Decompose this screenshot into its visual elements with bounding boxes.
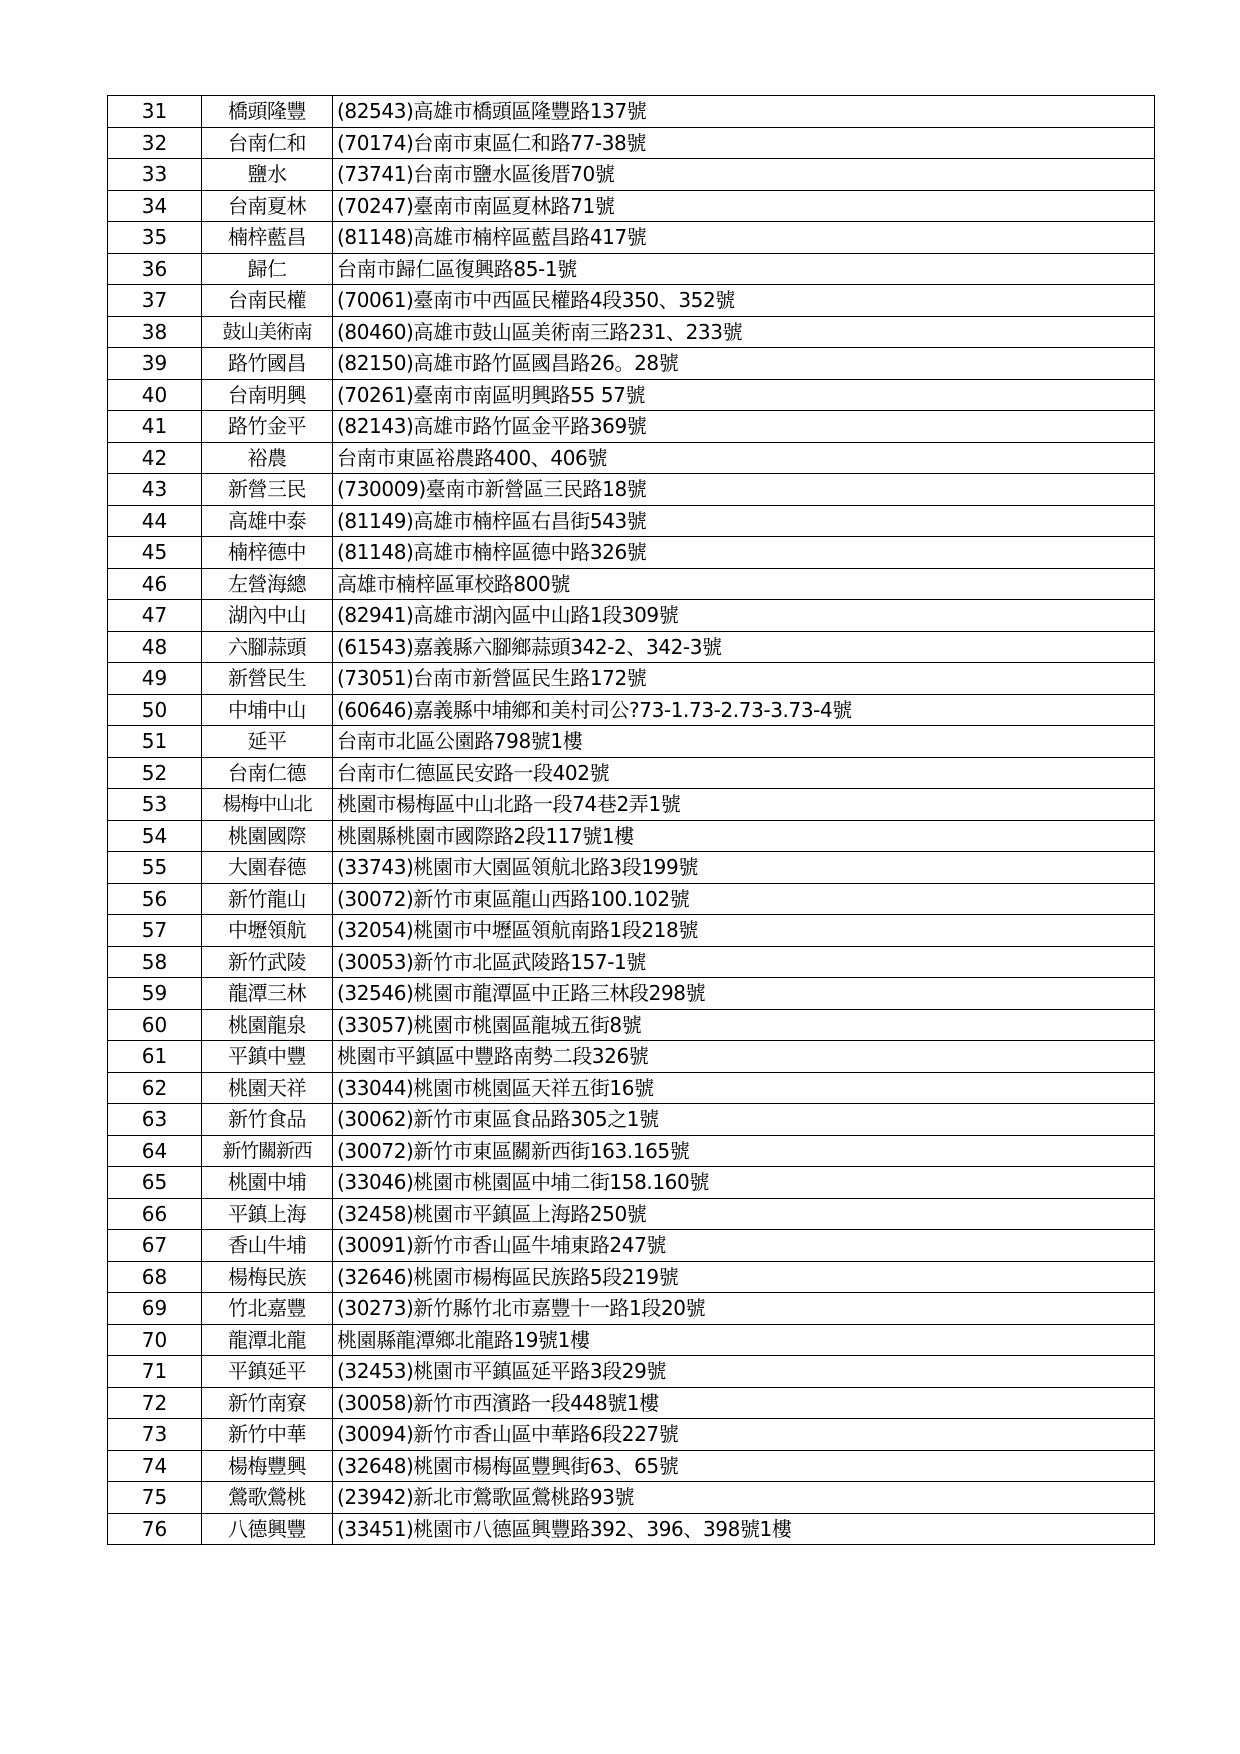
store-name-cell: 新竹食品 xyxy=(202,1104,333,1136)
store-address-cell: (33743)桃園市大園區領航北路3段199號 xyxy=(333,852,1155,884)
table-row xyxy=(108,379,1155,411)
store-address-cell: (60646)嘉義縣中埔鄉和美村司公?73-1.73-2.73-3.73-4號 xyxy=(333,694,1155,726)
row-number-cell: 67 xyxy=(108,1230,202,1262)
store-name-cell: 楠梓德中 xyxy=(202,537,333,569)
store-address-cell: (32054)桃園市中壢區領航南路1段218號 xyxy=(333,915,1155,947)
table-row xyxy=(108,1072,1155,1104)
row-number-cell: 31 xyxy=(108,96,202,128)
store-name-cell: 中壢領航 xyxy=(202,915,333,947)
table-row xyxy=(108,978,1155,1010)
store-name-cell: 路竹金平 xyxy=(202,411,333,443)
store-name-cell: 左營海總 xyxy=(202,568,333,600)
row-number-cell: 41 xyxy=(108,411,202,443)
store-name-cell: 新竹南寮 xyxy=(202,1387,333,1419)
table-row xyxy=(108,789,1155,821)
row-number-cell: 48 xyxy=(108,631,202,663)
table-row xyxy=(108,1324,1155,1356)
store-name-cell: 楊梅民族 xyxy=(202,1261,333,1293)
store-name-cell: 鼓山美術南 xyxy=(202,316,333,348)
row-number-cell: 68 xyxy=(108,1261,202,1293)
store-name-cell: 平鎮上海 xyxy=(202,1198,333,1230)
store-address-cell: (30072)新竹市東區關新西街163.165號 xyxy=(333,1135,1155,1167)
row-number-cell: 47 xyxy=(108,600,202,632)
store-name-cell: 大園春德 xyxy=(202,852,333,884)
store-address-cell: (82143)高雄市路竹區金平路369號 xyxy=(333,411,1155,443)
row-number-cell: 62 xyxy=(108,1072,202,1104)
row-number-cell: 55 xyxy=(108,852,202,884)
store-name-cell: 六腳蒜頭 xyxy=(202,631,333,663)
store-address-cell: (33451)桃園市八德區興豐路392、396、398號1樓 xyxy=(333,1513,1155,1545)
store-address-cell: (73051)台南市新營區民生路172號 xyxy=(333,663,1155,695)
store-address-cell: 台南市東區裕農路400、406號 xyxy=(333,442,1155,474)
row-number-cell: 32 xyxy=(108,127,202,159)
table-row xyxy=(108,1009,1155,1041)
store-address-cell: (30058)新竹市西濱路一段448號1樓 xyxy=(333,1387,1155,1419)
table-row xyxy=(108,253,1155,285)
store-name-cell: 橋頭隆豐 xyxy=(202,96,333,128)
store-address-cell: (70174)台南市東區仁和路77-38號 xyxy=(333,127,1155,159)
store-address-cell: (30094)新竹市香山區中華路6段227號 xyxy=(333,1419,1155,1451)
store-name-cell: 桃園國際 xyxy=(202,820,333,852)
store-address-cell: (30273)新竹縣竹北市嘉豐十一路1段20號 xyxy=(333,1293,1155,1325)
store-name-cell: 桃園中埔 xyxy=(202,1167,333,1199)
row-number-cell: 51 xyxy=(108,726,202,758)
row-number-cell: 34 xyxy=(108,190,202,222)
store-address-cell: (30053)新竹市北區武陵路157-1號 xyxy=(333,946,1155,978)
row-number-cell: 49 xyxy=(108,663,202,695)
table-row xyxy=(108,1135,1155,1167)
store-address-cell: (23942)新北市鶯歌區鶯桃路93號 xyxy=(333,1482,1155,1514)
store-address-cell: 桃園市平鎮區中豐路南勢二段326號 xyxy=(333,1041,1155,1073)
row-number-cell: 37 xyxy=(108,285,202,317)
store-address-cell: (61543)嘉義縣六腳鄉蒜頭342-2、342-3號 xyxy=(333,631,1155,663)
table-row xyxy=(108,631,1155,663)
store-name-cell: 新營三民 xyxy=(202,474,333,506)
table-row xyxy=(108,316,1155,348)
store-address-cell: 台南市仁德區民安路一段402號 xyxy=(333,757,1155,789)
table-row xyxy=(108,883,1155,915)
row-number-cell: 57 xyxy=(108,915,202,947)
table-row xyxy=(108,946,1155,978)
table-row xyxy=(108,1356,1155,1388)
table-row xyxy=(108,127,1155,159)
store-name-cell: 延平 xyxy=(202,726,333,758)
row-number-cell: 66 xyxy=(108,1198,202,1230)
store-address-cell: 台南市歸仁區復興路85-1號 xyxy=(333,253,1155,285)
table-row xyxy=(108,537,1155,569)
table-row xyxy=(108,1293,1155,1325)
store-name-cell: 新竹關新西 xyxy=(202,1135,333,1167)
row-number-cell: 52 xyxy=(108,757,202,789)
store-name-cell: 鹽水 xyxy=(202,159,333,191)
table-row xyxy=(108,915,1155,947)
row-number-cell: 40 xyxy=(108,379,202,411)
table-row xyxy=(108,568,1155,600)
row-number-cell: 50 xyxy=(108,694,202,726)
store-name-cell: 龍潭三林 xyxy=(202,978,333,1010)
store-address-table-wrapper xyxy=(107,95,1127,1545)
store-name-cell: 楠梓藍昌 xyxy=(202,222,333,254)
store-address-cell: (81148)高雄市楠梓區德中路326號 xyxy=(333,537,1155,569)
store-name-cell: 桃園天祥 xyxy=(202,1072,333,1104)
table-row xyxy=(108,852,1155,884)
store-name-cell: 龍潭北龍 xyxy=(202,1324,333,1356)
row-number-cell: 43 xyxy=(108,474,202,506)
store-name-cell: 台南明興 xyxy=(202,379,333,411)
table-row xyxy=(108,1513,1155,1545)
store-name-cell: 台南民權 xyxy=(202,285,333,317)
store-address-cell: (30091)新竹市香山區牛埔東路247號 xyxy=(333,1230,1155,1262)
store-address-cell: (32648)桃園市楊梅區豐興街63、65號 xyxy=(333,1450,1155,1482)
store-address-cell: (80460)高雄市鼓山區美術南三路231、233號 xyxy=(333,316,1155,348)
table-row xyxy=(108,505,1155,537)
store-address-cell: (33057)桃園市桃園區龍城五街8號 xyxy=(333,1009,1155,1041)
store-address-cell: (730009)臺南市新營區三民路18號 xyxy=(333,474,1155,506)
row-number-cell: 72 xyxy=(108,1387,202,1419)
store-address-cell: (82941)高雄市湖內區中山路1段309號 xyxy=(333,600,1155,632)
row-number-cell: 39 xyxy=(108,348,202,380)
store-address-table xyxy=(107,95,1155,1545)
table-row xyxy=(108,757,1155,789)
store-address-cell: 高雄市楠梓區軍校路800號 xyxy=(333,568,1155,600)
row-number-cell: 76 xyxy=(108,1513,202,1545)
table-row xyxy=(108,600,1155,632)
store-address-cell: (32646)桃園市楊梅區民族路5段219號 xyxy=(333,1261,1155,1293)
table-row xyxy=(108,1387,1155,1419)
table-body xyxy=(108,96,1155,1545)
row-number-cell: 58 xyxy=(108,946,202,978)
row-number-cell: 56 xyxy=(108,883,202,915)
store-address-cell: (33046)桃園市桃園區中埔二街158.160號 xyxy=(333,1167,1155,1199)
row-number-cell: 63 xyxy=(108,1104,202,1136)
table-row xyxy=(108,1167,1155,1199)
store-name-cell: 鶯歌鶯桃 xyxy=(202,1482,333,1514)
row-number-cell: 35 xyxy=(108,222,202,254)
table-row xyxy=(108,820,1155,852)
store-name-cell: 裕農 xyxy=(202,442,333,474)
store-address-cell: (32453)桃園市平鎮區延平路3段29號 xyxy=(333,1356,1155,1388)
store-name-cell: 湖內中山 xyxy=(202,600,333,632)
store-address-cell: (30072)新竹市東區龍山西路100.102號 xyxy=(333,883,1155,915)
table-row xyxy=(108,1482,1155,1514)
store-address-cell: (32546)桃園市龍潭區中正路三林段298號 xyxy=(333,978,1155,1010)
table-row xyxy=(108,1041,1155,1073)
row-number-cell: 65 xyxy=(108,1167,202,1199)
row-number-cell: 61 xyxy=(108,1041,202,1073)
store-name-cell: 台南仁德 xyxy=(202,757,333,789)
store-address-cell: (70247)臺南市南區夏林路71號 xyxy=(333,190,1155,222)
table-row xyxy=(108,1261,1155,1293)
store-address-cell: (73741)台南市鹽水區後厝70號 xyxy=(333,159,1155,191)
table-row xyxy=(108,1198,1155,1230)
store-address-cell: (30062)新竹市東區食品路305之1號 xyxy=(333,1104,1155,1136)
store-name-cell: 平鎮中豐 xyxy=(202,1041,333,1073)
row-number-cell: 36 xyxy=(108,253,202,285)
table-row xyxy=(108,348,1155,380)
row-number-cell: 53 xyxy=(108,789,202,821)
store-name-cell: 楊梅中山北 xyxy=(202,789,333,821)
store-name-cell: 歸仁 xyxy=(202,253,333,285)
row-number-cell: 73 xyxy=(108,1419,202,1451)
row-number-cell: 44 xyxy=(108,505,202,537)
table-row xyxy=(108,726,1155,758)
store-name-cell: 竹北嘉豐 xyxy=(202,1293,333,1325)
table-row xyxy=(108,1230,1155,1262)
table-row xyxy=(108,159,1155,191)
store-address-cell: 桃園縣桃園市國際路2段117號1樓 xyxy=(333,820,1155,852)
table-row xyxy=(108,1450,1155,1482)
table-row xyxy=(108,1419,1155,1451)
store-name-cell: 平鎮延平 xyxy=(202,1356,333,1388)
table-row xyxy=(108,663,1155,695)
row-number-cell: 59 xyxy=(108,978,202,1010)
store-name-cell: 香山牛埔 xyxy=(202,1230,333,1262)
row-number-cell: 60 xyxy=(108,1009,202,1041)
table-row xyxy=(108,474,1155,506)
row-number-cell: 69 xyxy=(108,1293,202,1325)
store-name-cell: 新竹龍山 xyxy=(202,883,333,915)
store-address-cell: (70061)臺南市中西區民權路4段350、352號 xyxy=(333,285,1155,317)
store-address-cell: 桃園縣龍潭鄉北龍路19號1樓 xyxy=(333,1324,1155,1356)
row-number-cell: 71 xyxy=(108,1356,202,1388)
row-number-cell: 45 xyxy=(108,537,202,569)
store-address-cell: (81148)高雄市楠梓區藍昌路417號 xyxy=(333,222,1155,254)
store-address-cell: (32458)桃園市平鎮區上海路250號 xyxy=(333,1198,1155,1230)
store-name-cell: 八德興豐 xyxy=(202,1513,333,1545)
table-row xyxy=(108,411,1155,443)
table-row xyxy=(108,190,1155,222)
row-number-cell: 33 xyxy=(108,159,202,191)
store-name-cell: 桃園龍泉 xyxy=(202,1009,333,1041)
store-address-cell: (82543)高雄市橋頭區隆豐路137號 xyxy=(333,96,1155,128)
table-row xyxy=(108,694,1155,726)
row-number-cell: 42 xyxy=(108,442,202,474)
row-number-cell: 64 xyxy=(108,1135,202,1167)
row-number-cell: 75 xyxy=(108,1482,202,1514)
store-name-cell: 新營民生 xyxy=(202,663,333,695)
store-name-cell: 台南仁和 xyxy=(202,127,333,159)
store-name-cell: 高雄中泰 xyxy=(202,505,333,537)
row-number-cell: 70 xyxy=(108,1324,202,1356)
table-row xyxy=(108,222,1155,254)
store-address-cell: (81149)高雄市楠梓區右昌街543號 xyxy=(333,505,1155,537)
row-number-cell: 46 xyxy=(108,568,202,600)
store-name-cell: 新竹中華 xyxy=(202,1419,333,1451)
store-name-cell: 台南夏林 xyxy=(202,190,333,222)
row-number-cell: 54 xyxy=(108,820,202,852)
table-row xyxy=(108,285,1155,317)
store-name-cell: 楊梅豐興 xyxy=(202,1450,333,1482)
store-name-cell: 新竹武陵 xyxy=(202,946,333,978)
row-number-cell: 38 xyxy=(108,316,202,348)
table-row xyxy=(108,442,1155,474)
store-address-cell: (33044)桃園市桃園區天祥五街16號 xyxy=(333,1072,1155,1104)
store-address-cell: (70261)臺南市南區明興路55 57號 xyxy=(333,379,1155,411)
table-row xyxy=(108,96,1155,128)
store-address-cell: 桃園市楊梅區中山北路一段74巷2弄1號 xyxy=(333,789,1155,821)
table-row xyxy=(108,1104,1155,1136)
store-name-cell: 路竹國昌 xyxy=(202,348,333,380)
store-address-cell: (82150)高雄市路竹區國昌路26。28號 xyxy=(333,348,1155,380)
row-number-cell: 74 xyxy=(108,1450,202,1482)
store-address-cell: 台南市北區公園路798號1樓 xyxy=(333,726,1155,758)
store-name-cell: 中埔中山 xyxy=(202,694,333,726)
